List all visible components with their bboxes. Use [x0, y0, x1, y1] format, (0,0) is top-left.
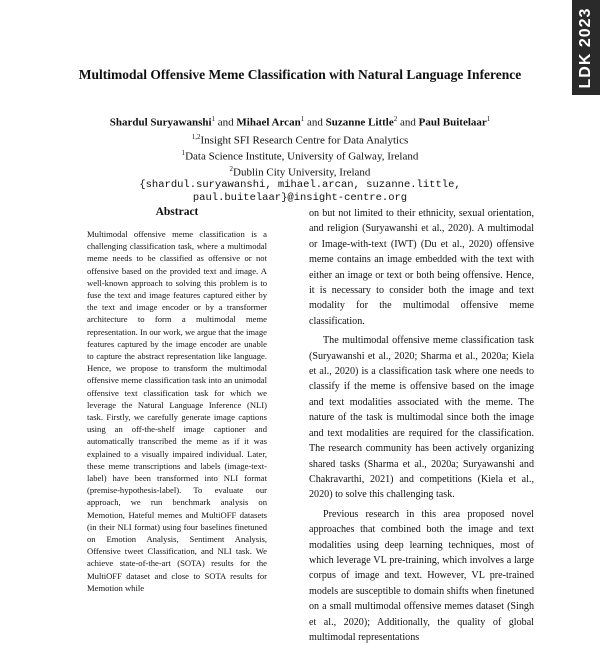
body-paragraph: on but not limited to their ethnicity, sexual orientation, and religion (Suryawanshi et al., 2020). A multimodal or Image-with-text (IWT) (Du et al., 2020) offensive meme contains an image embedded with the text with either an image or text or both being offensive. Hence, it is necessary to consider both the image and text modality for the multimodal offensive meme classification.	[309, 208, 534, 327]
email-line[interactable]: {shardul.suryawanshi, mihael.arcan, suzanne.little,	[139, 179, 461, 192]
author-name: Suzanne Little	[325, 116, 394, 129]
author-separator: and	[215, 116, 237, 129]
body-paragraph: The multimodal offensive meme classification task (Suryawanshi et al., 2020; Sharma et al., 2020a; Kiela et al., 2020) is a classification task where one needs to classify if the meme is offensive based on the image and text modalities associated with the meme. The nature of the task is multimodal since both the image and text modalities are required for the classification. The research community has been actively organizing shared tasks (Sharma et al., 2020a; Suryawanshi and Chakravarthi, 2021) and competitions (Kiela et al., 2020) to solve this challenging task.	[309, 335, 534, 501]
body-paragraph: Previous research in this area proposed novel approaches that combined both the image and text modalities using deep learning techniques, most of which leverage VL pre-training, which involves a large corpus of image and text. However, VL pre-trained models are susceptible to domain shifts when finetuned on a small multimodal offensive memes dataset (Singh et al., 2020); Additionally, the quality of global multimodal representations	[309, 508, 534, 643]
author-sup: 1	[486, 115, 491, 123]
author-separator: and	[397, 116, 419, 129]
author-sup: 2	[393, 115, 398, 123]
conference-side-label	[572, 0, 600, 95]
affiliations	[60, 131, 540, 204]
affiliation-line	[60, 147, 540, 163]
author-sup: 1	[300, 115, 305, 123]
paper-title: Multimodal Offensive Meme Classification with Natural Language Inference	[78, 67, 522, 82]
abstract-body: Multimodal offensive meme classification is a challenging classification task, where a multimodal meme needs to be classified as offensive or not offensive based on the provided text and image. A well-known approach to solving this problem is to fuse the text and image features captured either by the text and image encoder or by a transformer architecture to form a multimodal meme representation. In our work, we argue that the image features captured by the image encoder are unable to capture the abstract representation like language. Hence, we propose to transform the multimodal offensive meme classification task into an unimodal offensive text classification task for which we leverage the Natural Language Inference (NLI) task. Firstly, we carefully generate image captions using an off-the-shelf image captioner and automatically transcribed the meme as if it was explained to a visually impaired individual. Later, these meme transcriptions and labels (image-text-label) have been transformed into NLI format (premise-hypothesis-label). To evaluate our approach, we run benchmark analysis on Memotion, Hateful memes and MultiOFF datasets (in their NLI format) using four baselines finetuned on Emotion Analysis, Sentiment Analysis, Offensive tweet Classification, and NLI task. We achieve state-of-the-art (SOTA) results for the MultiOFF dataset and close to SOTA results for Memotion while	[87, 229, 267, 593]
author-line	[40, 112, 560, 130]
author-separator: and	[304, 116, 326, 129]
affiliation-text: Insight SFI Research Centre for Data Analytics	[200, 134, 409, 147]
author-name: Mihael Arcan	[236, 116, 301, 129]
author-name: Shardul Suryawanshi	[109, 116, 212, 129]
conference-label-text: LDK 2023	[577, 7, 594, 88]
affiliation-text: Data Science Institute, University of Galway, Ireland	[185, 150, 419, 163]
affiliation-sup: 1	[181, 149, 186, 158]
affiliation-sup: 1,2	[191, 133, 201, 141]
author-name: Paul Buitelaar	[418, 116, 487, 129]
affiliation-line	[60, 163, 540, 179]
email-line[interactable]: paul.buitelaar}@insight-centre.org	[192, 191, 408, 204]
affiliation-sup: 2	[229, 165, 234, 174]
right-column	[309, 206, 534, 645]
affiliation-line	[60, 131, 540, 147]
affiliation-text: Dublin City University, Ireland	[233, 166, 371, 179]
abstract-heading: Abstract	[155, 206, 199, 218]
author-sup: 1	[211, 115, 216, 123]
